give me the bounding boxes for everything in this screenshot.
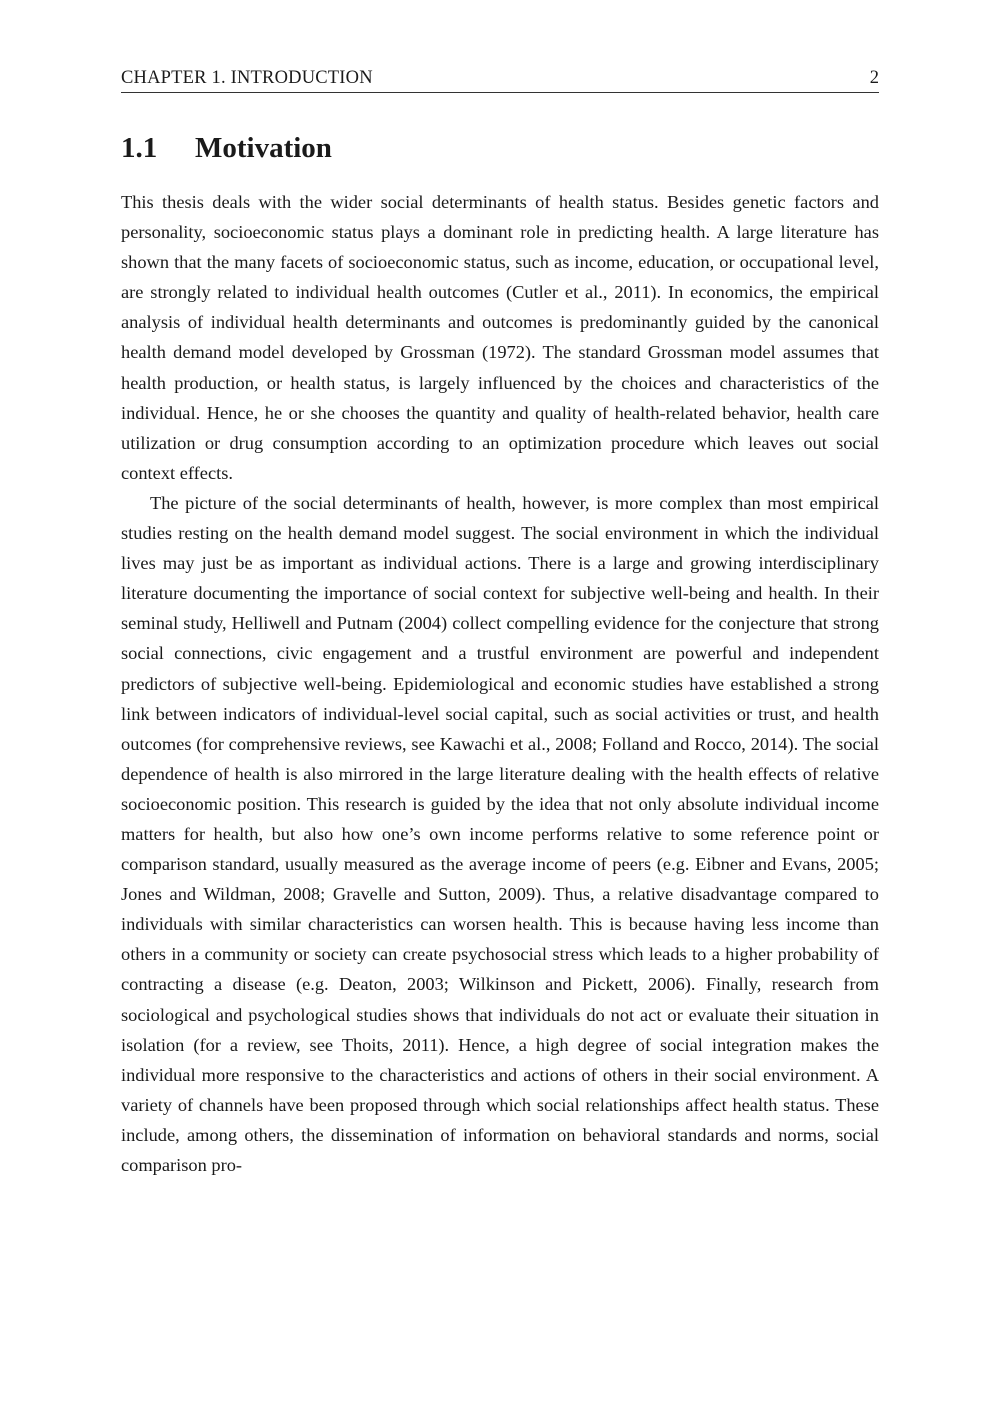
- body-text: [121, 187, 879, 1180]
- running-header: [121, 66, 879, 93]
- chapter-title: CHAPTER 1. INTRODUCTION: [121, 68, 373, 88]
- section-title: Motivation: [195, 132, 332, 164]
- paragraph-2: The picture of the social determinants of health, however, is more complex than most empirical studies resting on the health demand model suggest. The social environment in which the individual lives may just be as important as individual actions. There is a large and growing interdisciplinary literature documenting the importance of social context for subjective well-being and health. In their seminal study, Helliwell and Putnam (2004) collect compelling evidence for the conjecture that strong social connections, civic engagement and a trustful environment are powerful and independent predictors of subjective well-being. Epidemiological and economic studies have established a strong link between indicators of individual-level social capital, such as social activities or trust, and health outcomes (for comprehensive reviews, see Kawachi et al., 2008; Folland and Rocco, 2014). The social dependence of health is also mirrored in the large literature dealing with the health effects of relative socioeconomic position. This research is guided by the idea that not only absolute individual income matters for health, but also how one’s own income performs relative to some reference point or comparison standard, usually measured as the average income of peers (e.g. Eibner and Evans, 2005; Jones and Wildman, 2008; Gravelle and Sutton, 2009). Thus, a relative disadvantage compared to individuals with similar characteristics can worsen health. This is because having less income than others in a community or society can create psychosocial stress which leads to a higher probability of contracting a disease (e.g. Deaton, 2003; Wilkinson and Pickett, 2006). Finally, research from sociological and psychological studies shows that individuals do not act or evaluate their situation in isolation (for a review, see Thoits, 2011). Hence, a high degree of social integration makes the individual more responsive to the characteristics and actions of others in their social environment. A variety of channels have been proposed through which social relationships affect health status. These include, among others, the dissemination of information on behavioral standards and norms, social comparison pro-: [121, 492, 879, 1175]
- section-number: 1.1: [121, 132, 158, 164]
- section-heading: [121, 130, 332, 166]
- paragraph-1: This thesis deals with the wider social determinants of health status. Besides genetic factors and personality, socioeconomic status plays a dominant role in predicting health. A large literature has shown that the many facets of socioeconomic status, such as income, education, or occupational level, are strongly related to individual health outcomes (Cutler et al., 2011). In economics, the empirical analysis of individual health determinants and outcomes is predominantly guided by the canonical health demand model developed by Grossman (1972). The standard Grossman model assumes that health production, or health status, is largely influenced by the choices and characteristics of the individual. Hence, he or she chooses the quantity and quality of health-related behavior, health care utilization or drug consumption according to an optimization procedure which leaves out social context effects.: [121, 192, 879, 483]
- page-number: 2: [869, 68, 879, 88]
